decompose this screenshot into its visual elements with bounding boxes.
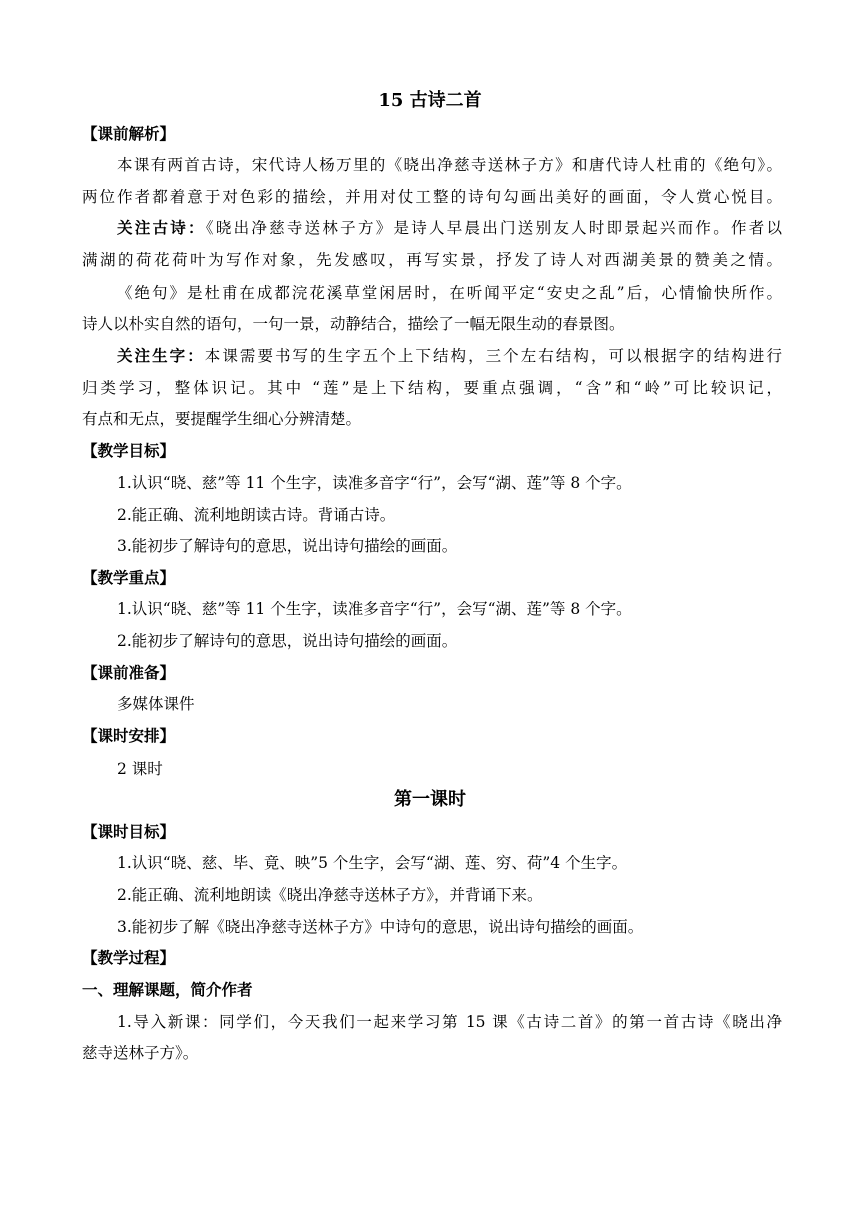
list-item: 3.能初步了解《晓出净慈寺送林子方》中诗句的意思，说出诗句描绘的画面。 <box>117 918 644 936</box>
heading-lesson-goals: 【课时目标】 <box>82 822 176 841</box>
step-title: 一、理解课题，简介作者 <box>82 980 253 999</box>
heading-goals: 【教学目标】 <box>82 441 176 460</box>
list-item: 1.认识“晓、慈”等 11 个生字，读准多音字“行”，会写“湖、莲”等 8 个字。 <box>117 474 632 492</box>
paragraph-line: 诗人以朴实自然的语句，一句一景，动静结合，描绘了一幅无限生动的春景图。 <box>82 315 625 333</box>
list-item: 2.能正确、流利地朗读古诗。背诵古诗。 <box>117 506 396 524</box>
list-item: 1.认识“晓、慈”等 11 个生字，读准多音字“行”，会写“湖、莲”等 8 个字。 <box>117 600 632 618</box>
heading-focus: 【教学重点】 <box>82 568 176 587</box>
paragraph-line: 1.导入新课：同学们，今天我们一起来学习第 15 课《古诗二首》的第一首古诗《晓出净 <box>117 1013 782 1031</box>
paragraph-text: 《晓出净慈寺送林子方》是诗人早晨出门送别友人时即景起兴而作。作者以 <box>205 219 782 237</box>
list-item: 多媒体课件 <box>117 695 195 713</box>
paragraph-line: 满湖的荷花荷叶为写作对象，先发感叹，再写实景，抒发了诗人对西湖美景的赞美之情。 <box>82 251 782 269</box>
paragraph-line <box>117 346 782 366</box>
paragraph-line: 《绝句》是杜甫在成都浣花溪草堂闲居时，在听闻平定“安史之乱”后，心情愉快所作。 <box>117 284 782 302</box>
paragraph-label: 关注生字： <box>117 346 205 365</box>
list-item: 2.能初步了解诗句的意思，说出诗句描绘的画面。 <box>117 632 458 650</box>
paragraph-line: 归类学习，整体识记。其中 “莲”是上下结构，要重点强调，“含”和“岭”可比较识记， <box>82 379 782 397</box>
page-title: 15 古诗二首 <box>378 90 482 111</box>
list-item: 3.能初步了解诗句的意思，说出诗句描绘的画面。 <box>117 537 458 555</box>
paragraph-line <box>117 218 782 238</box>
paragraph-line: 本课有两首古诗，宋代诗人杨万里的《晓出净慈寺送林子方》和唐代诗人杜甫的《绝句》。 <box>117 156 782 174</box>
section-title: 第一课时 <box>394 789 466 810</box>
list-item: 2.能正确、流利地朗读《晓出净慈寺送林子方》，并背诵下来。 <box>117 886 543 904</box>
list-item: 1.认识“晓、慈、毕、竟、映”5 个生字，会写“湖、莲、穷、荷”4 个生字。 <box>117 854 628 872</box>
paragraph-label: 关注古诗： <box>117 218 206 237</box>
heading-schedule: 【课时安排】 <box>82 726 176 745</box>
heading-prep: 【课前准备】 <box>82 663 176 682</box>
paragraph-line: 慈寺送林子方》。 <box>82 1044 199 1062</box>
paragraph-line: 有点和无点，要提醒学生细心分辨清楚。 <box>82 410 362 428</box>
paragraph-line: 两位作者都着意于对色彩的描绘，并用对仗工整的诗句勾画出美好的画面，令人赏心悦目。 <box>82 188 782 206</box>
paragraph-text: 本课需要书写的生字五个上下结构，三个左右结构，可以根据字的结构进行 <box>204 347 782 365</box>
heading-analysis: 【课前解析】 <box>82 124 176 143</box>
list-item: 2 课时 <box>117 760 163 778</box>
heading-process: 【教学过程】 <box>82 948 176 967</box>
